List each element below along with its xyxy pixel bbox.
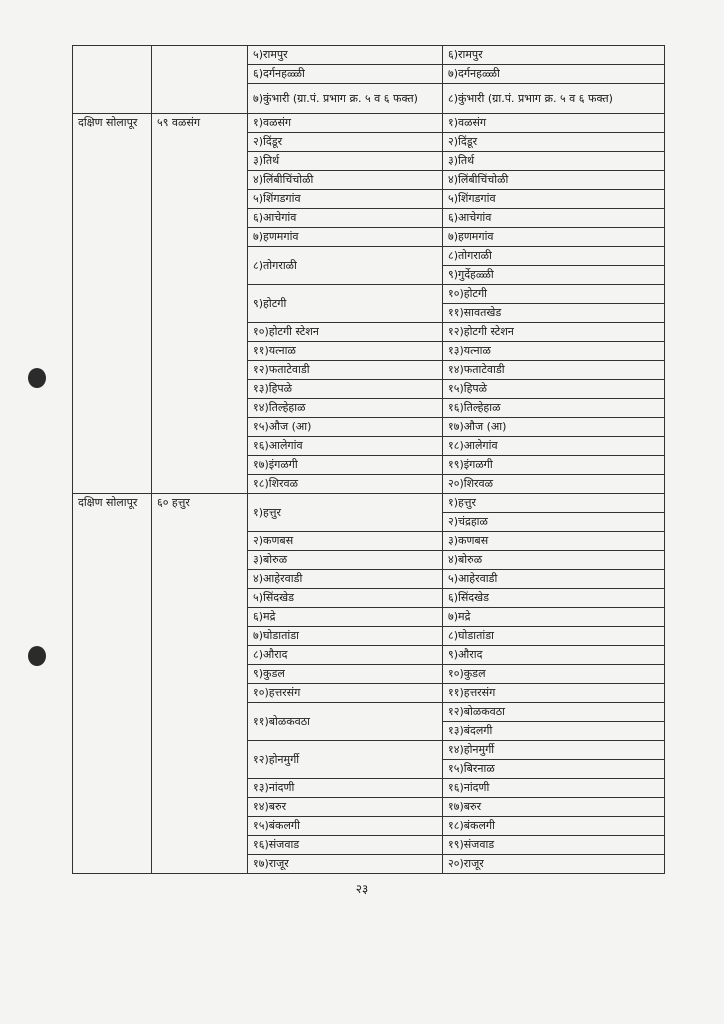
- old-village-cell: ८)तोगराळी: [248, 247, 443, 285]
- new-village-cell: १७)बरुर: [443, 798, 665, 817]
- table-row: [73, 46, 665, 65]
- new-village-cell: १४)फताटेवाडी: [443, 361, 665, 380]
- old-village-cell: ६)मद्रे: [248, 608, 443, 627]
- old-village-cell: १)वळसंग: [248, 114, 443, 133]
- new-village-cell: १३)यत्नाळ: [443, 342, 665, 361]
- new-village-cell: ११)सावतखेड: [443, 304, 665, 323]
- new-village-cell: १)वळसंग: [443, 114, 665, 133]
- new-village-cell: ५)आहेरवाडी: [443, 570, 665, 589]
- new-village-cell: ५)शिंगडगांव: [443, 190, 665, 209]
- new-village-cell: ८)कुंभारी (ग्रा.पं. प्रभाग क्र. ५ व ६ फक्त): [443, 84, 665, 114]
- old-village-cell: १६)आलेगांव: [248, 437, 443, 456]
- new-village-cell: ७)दर्गनहळ्ळी: [443, 65, 665, 84]
- new-village-cell: ७)हणमगांव: [443, 228, 665, 247]
- table-row: [73, 114, 665, 133]
- new-village-cell: १३)बंदलगी: [443, 722, 665, 741]
- new-village-cell: १२)होटगी स्टेशन: [443, 323, 665, 342]
- old-village-cell: २)दिंडूर: [248, 133, 443, 152]
- old-village-cell: ७)हणमगांव: [248, 228, 443, 247]
- new-village-cell: १२)बोळकवठा: [443, 703, 665, 722]
- new-village-cell: १८)आलेगांव: [443, 437, 665, 456]
- new-village-cell: १७)औज (आ): [443, 418, 665, 437]
- new-village-cell: ७)मद्रे: [443, 608, 665, 627]
- new-village-cell: ४)बोरुळ: [443, 551, 665, 570]
- new-village-cell: ३)कणबस: [443, 532, 665, 551]
- new-village-cell: ९)गुर्देहळ्ळी: [443, 266, 665, 285]
- old-village-cell: १४)तिल्हेहाळ: [248, 399, 443, 418]
- new-village-cell: ९)औराद: [443, 646, 665, 665]
- old-village-cell: ४)लिंबीचिंचोळी: [248, 171, 443, 190]
- new-village-cell: १०)होटगी: [443, 285, 665, 304]
- old-village-cell: १७)राजूर: [248, 855, 443, 874]
- new-village-cell: ११)हत्तरसंग: [443, 684, 665, 703]
- taluka-cell: दक्षिण सोलापूर: [73, 114, 152, 494]
- old-village-cell: १५)औज (आ): [248, 418, 443, 437]
- old-village-cell: १)हत्तुर: [248, 494, 443, 532]
- taluka-cell: दक्षिण सोलापूर: [73, 494, 152, 874]
- village-group-cell: ६० हत्तुर: [152, 494, 248, 874]
- new-village-cell: १)हत्तुर: [443, 494, 665, 513]
- old-village-cell: ६)दर्गनहळ्ळी: [248, 65, 443, 84]
- new-village-cell: १५)बिरनाळ: [443, 760, 665, 779]
- new-village-cell: १६)नांदणी: [443, 779, 665, 798]
- village-table: [72, 45, 665, 874]
- old-village-cell: १०)हत्तरसंग: [248, 684, 443, 703]
- punch-hole-bottom: [28, 646, 46, 666]
- old-village-cell: १६)संजवाड: [248, 836, 443, 855]
- old-village-cell: १३)नांदणी: [248, 779, 443, 798]
- punch-hole-top: [28, 368, 46, 388]
- old-village-cell: १०)होटगी स्टेशन: [248, 323, 443, 342]
- new-village-cell: १८)बंकलगी: [443, 817, 665, 836]
- old-village-cell: १५)बंकलगी: [248, 817, 443, 836]
- old-village-cell: ५)रामपुर: [248, 46, 443, 65]
- new-village-cell: २)दिंडूर: [443, 133, 665, 152]
- old-village-cell: ५)सिंदखेड: [248, 589, 443, 608]
- new-village-cell: ३)तिर्थ: [443, 152, 665, 171]
- old-village-cell: ११)बोळकवठा: [248, 703, 443, 741]
- village-group-cell: ५९ वळसंग: [152, 114, 248, 494]
- taluka-cell: [73, 46, 152, 114]
- new-village-cell: ६)आचेगांव: [443, 209, 665, 228]
- old-village-cell: १८)शिरवळ: [248, 475, 443, 494]
- new-village-cell: १९)इंगळगी: [443, 456, 665, 475]
- table-row: [73, 494, 665, 513]
- old-village-cell: १४)बरुर: [248, 798, 443, 817]
- village-table-body: [73, 46, 665, 874]
- new-village-cell: ८)घोडातांडा: [443, 627, 665, 646]
- new-village-cell: ६)सिंदखेड: [443, 589, 665, 608]
- old-village-cell: १७)इंगळगी: [248, 456, 443, 475]
- new-village-cell: १५)हिपळे: [443, 380, 665, 399]
- old-village-cell: ६)आचेगांव: [248, 209, 443, 228]
- old-village-cell: १३)हिपळे: [248, 380, 443, 399]
- village-group-cell: [152, 46, 248, 114]
- old-village-cell: ५)शिंगडगांव: [248, 190, 443, 209]
- new-village-cell: १६)तिल्हेहाळ: [443, 399, 665, 418]
- old-village-cell: २)कणबस: [248, 532, 443, 551]
- old-village-cell: १२)होनमुर्गी: [248, 741, 443, 779]
- new-village-cell: २०)राजूर: [443, 855, 665, 874]
- new-village-cell: १९)संजवाड: [443, 836, 665, 855]
- old-village-cell: ८)औराद: [248, 646, 443, 665]
- new-village-cell: ६)रामपुर: [443, 46, 665, 65]
- new-village-cell: ८)तोगराळी: [443, 247, 665, 266]
- old-village-cell: ४)आहेरवाडी: [248, 570, 443, 589]
- new-village-cell: १०)कुडल: [443, 665, 665, 684]
- old-village-cell: ३)बोरुळ: [248, 551, 443, 570]
- old-village-cell: ९)कुडल: [248, 665, 443, 684]
- new-village-cell: १४)होनमुर्गी: [443, 741, 665, 760]
- page-number: २३: [355, 882, 369, 896]
- old-village-cell: ९)होटगी: [248, 285, 443, 323]
- new-village-cell: ४)लिंबीचिंचोळी: [443, 171, 665, 190]
- old-village-cell: १२)फताटेवाडी: [248, 361, 443, 380]
- old-village-cell: ७)घोडातांडा: [248, 627, 443, 646]
- new-village-cell: २०)शिरवळ: [443, 475, 665, 494]
- new-village-cell: २)चंद्रहाळ: [443, 513, 665, 532]
- old-village-cell: ३)तिर्थ: [248, 152, 443, 171]
- old-village-cell: ७)कुंभारी (ग्रा.पं. प्रभाग क्र. ५ व ६ फक्त): [248, 84, 443, 114]
- old-village-cell: ११)यत्नाळ: [248, 342, 443, 361]
